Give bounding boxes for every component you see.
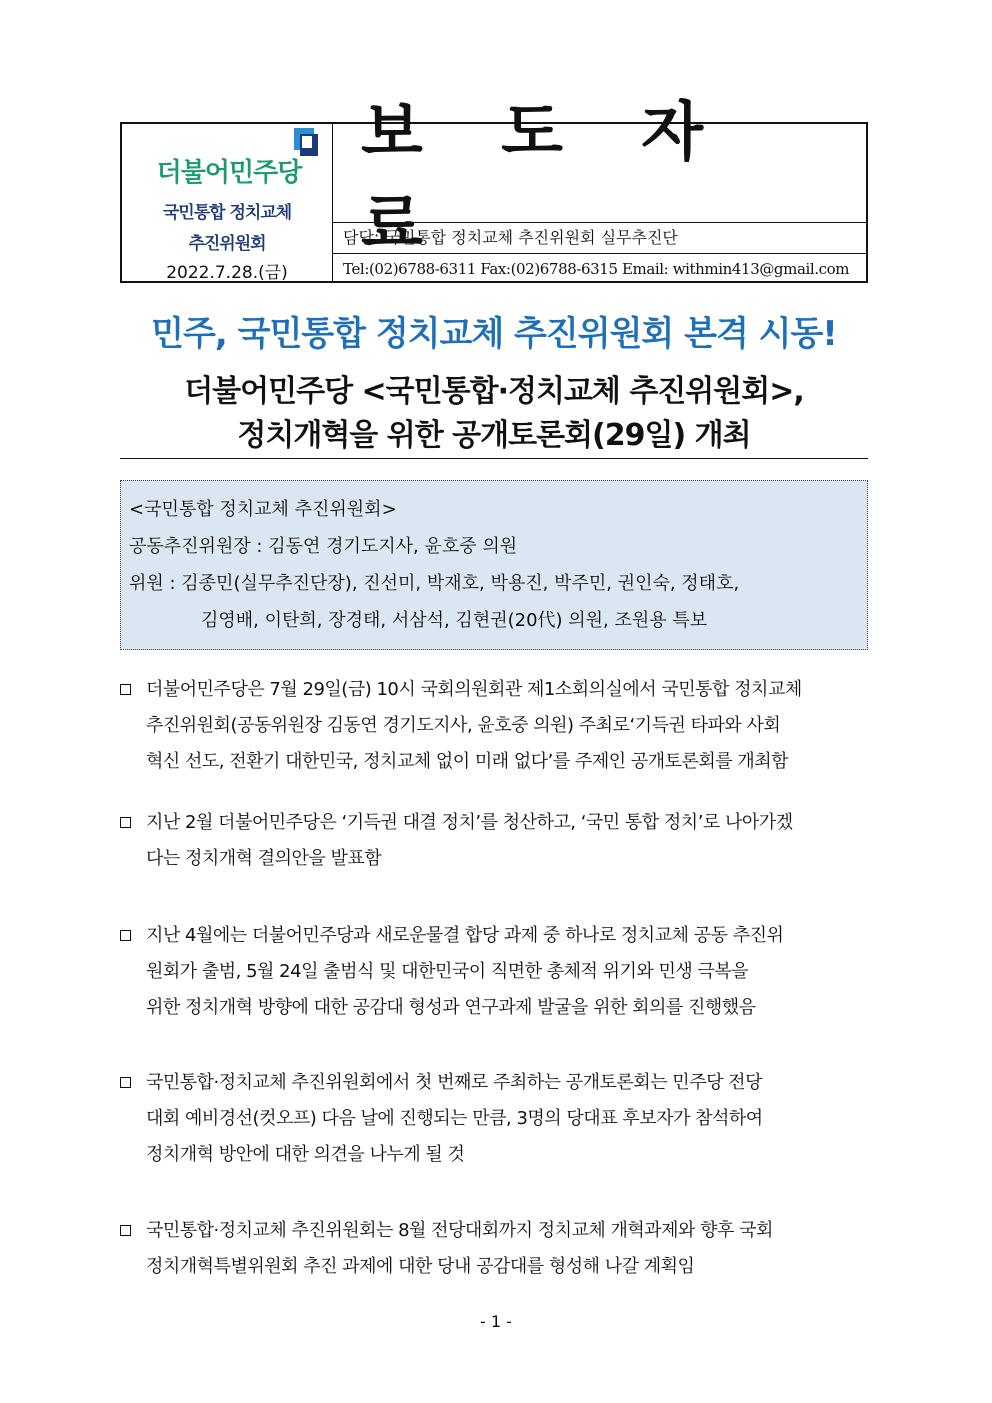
bullet-item	[120, 805, 872, 877]
bullet-line: 혁신 선도, 전환기 대한민국, 정치교체 없이 미래 없다’를 주제인 공개토론회를 개최함	[146, 751, 789, 772]
members-line1: 위원 : 김종민(실무추진단장), 진선미, 박재호, 박용진, 박주민, 권인숙, 정태호,	[129, 573, 740, 594]
checkbox-bullet-icon	[120, 1077, 131, 1088]
sub-headline-line1: 더불어민주당 <국민통합·정치교체 추진위원회>,	[184, 374, 804, 409]
committee-members-box	[120, 480, 868, 650]
bullet-item	[120, 918, 872, 1026]
bullet-line: 위한 정치개혁 방향에 대한 공감대 형성과 연구과제 발굴을 위한 회의를 진행했음	[146, 997, 756, 1018]
bullet-item	[120, 672, 872, 780]
bullet-line: 지난 2월 더불어민주당은 ‘기득권 대결 정치’를 청산하고, ‘국민 통합 정치’로 나아가겠	[146, 812, 793, 833]
contact-person: 담당: 국민통합 정치교체 추진위원회 실무추진단	[333, 223, 866, 254]
committee-name	[122, 198, 332, 260]
press-title: 보 도 자 료	[361, 96, 732, 262]
bullet-line: 더불어민주당은 7월 29일(금) 10시 국회의원회관 제1소회의실에서 국민통합 정치교체	[146, 679, 802, 700]
release-date: 2022.7.28.(금)	[166, 263, 288, 283]
sub-headline-line2: 정치개혁을 위한 공개토론회(29일) 개최	[237, 418, 751, 453]
press-header	[120, 96, 868, 283]
members-box-title: <국민통합 정치교체 추진위원회>	[129, 499, 397, 520]
party-logo-cell	[122, 124, 333, 281]
bullet-line: 대회 예비경선(컷오프) 다음 날에 진행되는 만큼, 3명의 당대표 후보자가 참석하여	[146, 1108, 763, 1129]
contact-info: Tel:(02)6788-6311 Fax:(02)6788-6315 Email: withmin413@gmail.com	[343, 260, 850, 278]
members-line2: 김영배, 이탄희, 장경태, 서삼석, 김현권(20代) 의원, 조원용 특보	[201, 610, 708, 631]
bullet-line: 국민통합·정치교체 추진위원회에서 첫 번째로 주최하는 공개토론회는 민주당 전당	[146, 1072, 762, 1093]
bullet-line: 국민통합·정치교체 추진위원회는 8월 전당대회까지 정치교체 개혁과제와 향후 국회	[146, 1220, 773, 1241]
bullet-line: 정치개혁특별위원회 추진 과제에 대한 당내 공감대를 형성해 나갈 계획임	[146, 1256, 695, 1277]
checkbox-bullet-icon	[120, 1225, 131, 1236]
sub-headline	[120, 370, 868, 458]
bullet-item	[120, 1213, 872, 1285]
checkbox-bullet-icon	[120, 817, 131, 828]
bullet-line: 원회가 출범, 5월 24일 출범식 및 대한민국이 직면한 총체적 위기와 민생 극복을	[146, 961, 749, 982]
co-chairs: 공동추진위원장 : 김동연 경기도지사, 윤호중 의원	[129, 536, 518, 557]
bullet-item	[120, 1065, 872, 1173]
main-headline: 민주, 국민통합 정치교체 추진위원회 본격 시동!	[151, 314, 837, 354]
bullet-line: 지난 4월에는 더불어민주당과 새로운물결 합당 과제 중 하나로 정치교체 공동 추진위	[146, 925, 784, 946]
checkbox-bullet-icon	[120, 684, 131, 695]
title-contact-cell	[333, 96, 866, 281]
headline-divider	[120, 458, 868, 459]
page-number: - 1 -	[480, 1312, 512, 1331]
committee-line1: 국민통합 정치교체	[162, 203, 292, 223]
checkbox-bullet-icon	[120, 930, 131, 941]
party-name: 더불어민주당	[156, 158, 302, 188]
bullet-line: 정치개혁 방안에 대한 의견을 나누게 될 것	[146, 1144, 465, 1165]
committee-line2: 추진위원회	[188, 234, 266, 254]
bullet-line: 추진위원회(공동위원장 김동연 경기도지사, 윤호중 의원) 주최로‘기득권 타파와 사회	[146, 715, 781, 736]
bullet-line: 다는 정치개혁 결의안을 발표함	[146, 848, 382, 869]
